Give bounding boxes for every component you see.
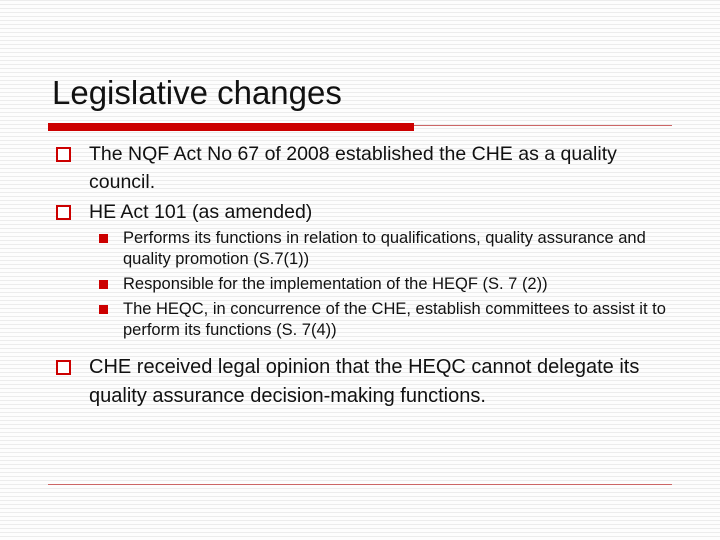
bullet-he-act: [48, 198, 678, 226]
sub-bullet-text: Performs its functions in relation to qualifications, quality assurance and quality promotion (S.7(1)): [123, 229, 646, 268]
sub-bullet-functions: [48, 228, 678, 270]
footer-rule: [48, 484, 672, 485]
filled-square-bullet-icon: [99, 234, 108, 243]
hollow-square-bullet-icon: [56, 205, 71, 220]
bullet-nqf-act: [48, 140, 678, 196]
filled-square-bullet-icon: [99, 280, 108, 289]
sub-bullet-committees: [48, 299, 678, 341]
sub-bullet-text: The HEQC, in concurrence of the CHE, establish committees to assist it to perform its functions (S. 7(4)): [123, 300, 666, 339]
filled-square-bullet-icon: [99, 305, 108, 314]
bullet-text: The NQF Act No 67 of 2008 established the CHE as a quality council.: [89, 143, 617, 193]
he-act-sublist: [48, 228, 678, 341]
hollow-square-bullet-icon: [56, 147, 71, 162]
title-underline-thin: [414, 125, 672, 126]
hollow-square-bullet-icon: [56, 360, 71, 375]
slide-title: Legislative changes: [52, 74, 342, 111]
sub-bullet-text: Responsible for the implementation of the HEQF (S. 7 (2)): [123, 275, 548, 293]
bullet-legal-opinion: [48, 353, 678, 411]
sub-bullet-heqf: [48, 274, 678, 295]
slide-body: [48, 140, 678, 413]
bullet-text: HE Act 101 (as amended): [89, 201, 313, 223]
title-underline-accent: [48, 123, 414, 131]
bullet-text: CHE received legal opinion that the HEQC cannot delegate its quality assurance decision-making functions.: [89, 356, 640, 407]
